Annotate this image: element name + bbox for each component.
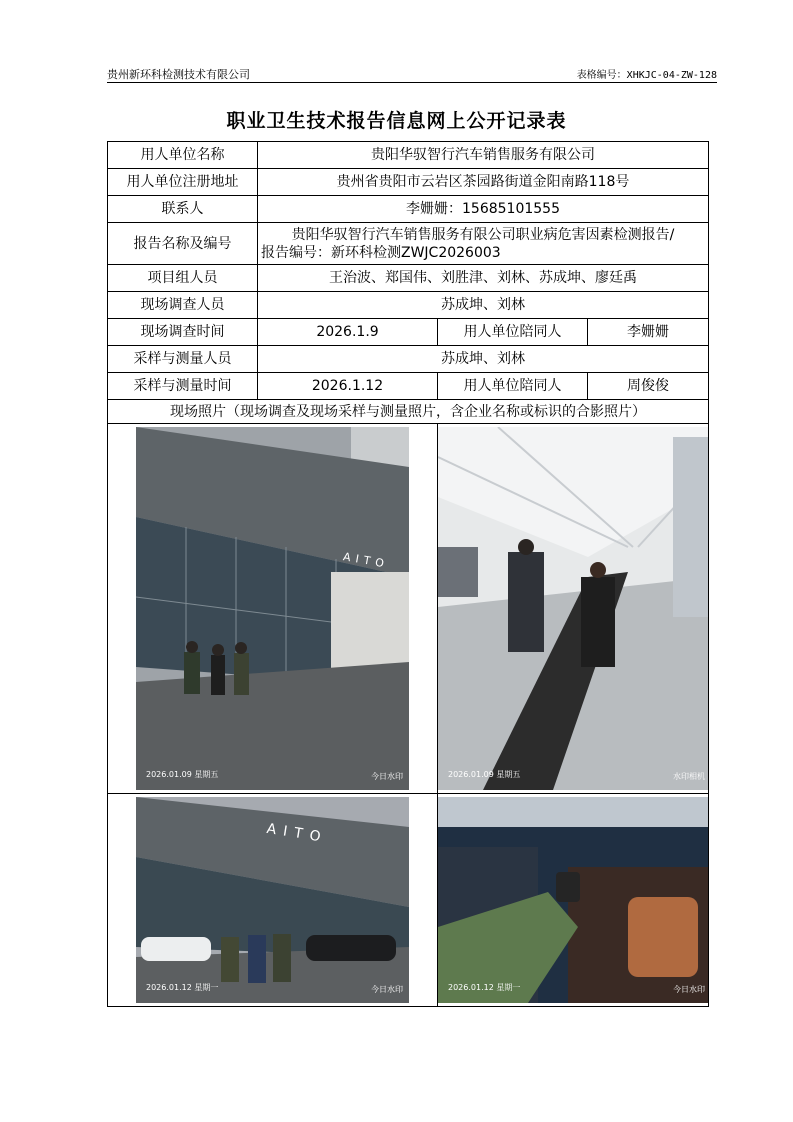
photo-watermark: 今日水印: [673, 985, 705, 994]
record-table: [107, 141, 709, 1007]
sampling-staff-value: 苏成坤、刘林: [258, 346, 709, 373]
survey-staff-label: 现场调查人员: [108, 292, 258, 319]
photo-cell-2: [438, 424, 709, 794]
photos-label: 现场照片（现场调查及现场采样与测量照片，含企业名称或标识的合影照片）: [108, 400, 709, 424]
survey-escort-value: 李姗姗: [588, 319, 709, 346]
photo-watermark: 水印相机: [673, 772, 705, 781]
company-name: 贵州新环科检测技术有限公司: [107, 68, 250, 81]
sampling-time-value: 2026.1.12: [258, 373, 438, 400]
form-number: 表格编号：XHKJC-04-ZW-128: [576, 70, 717, 81]
photo-timestamp: 2026.01.12 星期一: [448, 983, 521, 992]
storefront-photo-image: [136, 427, 409, 790]
sampling-staff-label: 采样与测量人员: [108, 346, 258, 373]
sampling-escort-label: 用人单位陪同人: [438, 373, 588, 400]
workshop-photo-image: [438, 427, 709, 790]
survey-staff-value: 苏成坤、刘林: [258, 292, 709, 319]
employer-value: 贵阳华驭智行汽车销售服务有限公司: [258, 142, 709, 169]
photo-watermark: 今日水印: [371, 772, 403, 781]
photo-cell-3: [108, 794, 438, 1007]
survey-escort-label: 用人单位陪同人: [438, 319, 588, 346]
team-value: 王治波、郑国伟、刘胜津、刘林、苏成坤、廖廷禹: [258, 265, 709, 292]
contact-label: 联系人: [108, 196, 258, 223]
aito-sign: AITO: [265, 820, 329, 847]
survey-time-label: 现场调查时间: [108, 319, 258, 346]
photo-storefront-survey: [136, 427, 409, 790]
sampling-escort-value: 周俊俊: [588, 373, 709, 400]
address-value: 贵州省贵阳市云岩区茶园路街道金阳南路118号: [258, 169, 709, 196]
photo-timestamp: 2026.01.12 星期一: [146, 983, 219, 992]
photo-timestamp: 2026.01.09 星期五: [146, 770, 219, 779]
contact-value: 李姗姗：15685101555: [258, 196, 709, 223]
report-label: 报告名称及编号: [108, 223, 258, 265]
aito-sign: AITO: [342, 550, 390, 571]
sampling-time-label: 采样与测量时间: [108, 373, 258, 400]
photo-cell-1: [108, 424, 438, 794]
photo-workshop-survey: [438, 427, 709, 790]
photo-car-measurement: [438, 797, 709, 1003]
photo-storefront-sampling: [136, 797, 409, 1003]
survey-time-value: 2026.1.9: [258, 319, 438, 346]
photo-watermark: 今日水印: [371, 985, 403, 994]
photo-cell-4: [438, 794, 709, 1007]
report-value-line1: 贵阳华驭智行汽车销售服务有限公司职业病危害因素检测报告/: [291, 226, 675, 243]
team-label: 项目组人员: [108, 265, 258, 292]
page-title: 职业卫生技术报告信息网上公开记录表: [226, 110, 567, 132]
storefront-sampling-photo-image: [136, 797, 409, 1003]
address-label: 用人单位注册地址: [108, 169, 258, 196]
page-header: [107, 66, 717, 83]
report-value-line2: 报告编号：新环科检测ZWJC2026003: [261, 244, 501, 261]
report-value: [258, 223, 709, 265]
car-measurement-photo-image: [438, 797, 709, 1003]
photo-timestamp: 2026.01.09 星期五: [448, 770, 521, 779]
employer-label: 用人单位名称: [108, 142, 258, 169]
